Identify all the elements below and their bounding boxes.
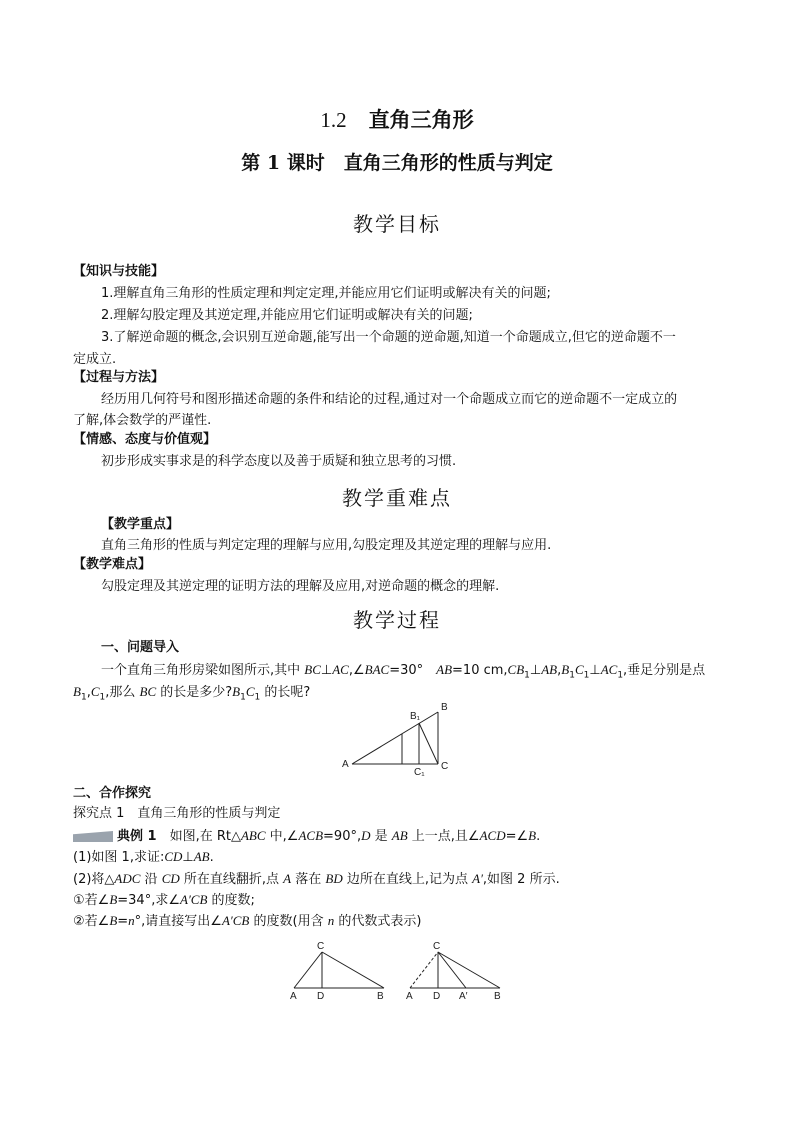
segment-ab xyxy=(352,712,438,764)
key-text: 直角三角形的性质与判定定理的理解与应用,勾股定理及其逆定理的理解与应用. xyxy=(101,538,552,553)
fig2-cb xyxy=(322,952,384,988)
process-line-1: 经历用几何符号和图形描述命题的条件和结论的过程,通过对一个命题成立而它的逆命题不一定成立的 xyxy=(101,392,678,407)
intro-line-1: 一个直角三角形房梁如图所示,其中 BC⊥AC,∠BAC=30° AB=10 $cm,CB_1\perp AB,B_1C_1\perp AC_1$,垂足分别是点 xyxy=(101,662,706,681)
fig1-label-c: C xyxy=(441,761,449,772)
segment-cb1 xyxy=(419,723,438,764)
question-1: (1)如图 1,求证:CD⊥AB. xyxy=(73,849,214,865)
fig2-label-c: C xyxy=(317,941,325,952)
keypoints-heading: 教学重难点 xyxy=(342,486,452,510)
lesson-title xyxy=(0,104,794,134)
fig3-label-b: B xyxy=(494,991,501,1002)
fig1-label-a: A xyxy=(342,759,349,770)
fig1-label-b1: B₁ xyxy=(410,711,421,722)
figure-roof-beam xyxy=(340,698,460,776)
fig3-ac-dashed xyxy=(410,952,438,988)
figure-2 xyxy=(402,936,510,1002)
fig2-ac xyxy=(294,952,322,988)
example-1: 典例 1 如图,在 Rt△ABC 中,∠ACB=90°,D 是 AB 上一点,且∠ACD=∠B. xyxy=(73,825,540,848)
process-line-2: 了解,体会数学的严谨性. xyxy=(73,413,212,428)
fig3-label-d: D xyxy=(433,991,441,1002)
fig2-label-b: B xyxy=(377,991,384,1002)
lesson-subtitle: 第 1 课时 直角三角形的性质与判定 xyxy=(241,152,553,174)
emotion-title: 【情感、态度与价值观】 xyxy=(73,432,217,447)
fig3-label-c: C xyxy=(433,941,441,952)
goals-heading: 教学目标 xyxy=(353,212,441,236)
knowledge-item-1: 1.理解直角三角形的性质定理和判定定理,并能应用它们证明或解决有关的问题; xyxy=(101,286,551,301)
fig3-label-a-prime: A′ xyxy=(459,991,468,1002)
key-title: 【教学重点】 xyxy=(101,517,180,532)
knowledge-item-3b: 定成立. xyxy=(73,352,117,367)
knowledge-item-2: 2.理解勾股定理及其逆定理,并能应用它们证明或解决有关的问题; xyxy=(101,308,473,323)
question-2: (2)将△ADC 沿 CD 所在直线翻折,点 A 落在 BD 边所在直线上,记为点 A′,如图 2 所示. xyxy=(73,871,560,887)
figure-1 xyxy=(286,936,394,1002)
lesson-number: 1.2 xyxy=(320,108,347,132)
section-1-title: 一、问题导入 xyxy=(101,640,180,655)
fig2-label-a: A xyxy=(290,991,297,1002)
process-title: 【过程与方法】 xyxy=(73,370,165,385)
fig3-label-a: A xyxy=(406,991,413,1002)
fig2-label-d: D xyxy=(317,991,325,1002)
question-2-part-2: ②若∠B=n°,请直接写出∠A′CB 的度数(用含 n 的代数式表示) xyxy=(73,913,422,929)
lesson-name: 直角三角形 xyxy=(368,107,474,132)
emotion-line-1: 初步形成实事求是的科学态度以及善于质疑和独立思考的习惯. xyxy=(101,454,457,469)
explore-point-1: 探究点 1 直角三角形的性质与判定 xyxy=(73,806,281,821)
knowledge-item-3a: 3.了解逆命题的概念,会识别互逆命题,能写出一个命题的逆命题,知道一个命题成立,但它的逆命题不一 xyxy=(101,330,676,345)
difficulty-title: 【教学难点】 xyxy=(73,557,152,572)
intro-line-2: $B_1,C_1$,那么 BC 的长是多少$?B_1C_1$ 的长呢? xyxy=(73,684,311,703)
example-badge-icon xyxy=(73,831,113,842)
section-2-title: 二、合作探究 xyxy=(73,786,152,801)
fig3-cb xyxy=(438,952,500,988)
process-heading: 教学过程 xyxy=(353,608,441,632)
question-2-part-1: ①若∠B=34°,求∠A′CB 的度数; xyxy=(73,892,255,908)
knowledge-title: 【知识与技能】 xyxy=(73,264,165,279)
fig3-ca-prime xyxy=(438,952,466,988)
fig1-label-c1: C₁ xyxy=(414,767,425,776)
fig1-label-b: B xyxy=(441,702,448,713)
difficulty-text: 勾股定理及其逆定理的证明方法的理解及应用,对逆命题的概念的理解. xyxy=(101,579,500,594)
